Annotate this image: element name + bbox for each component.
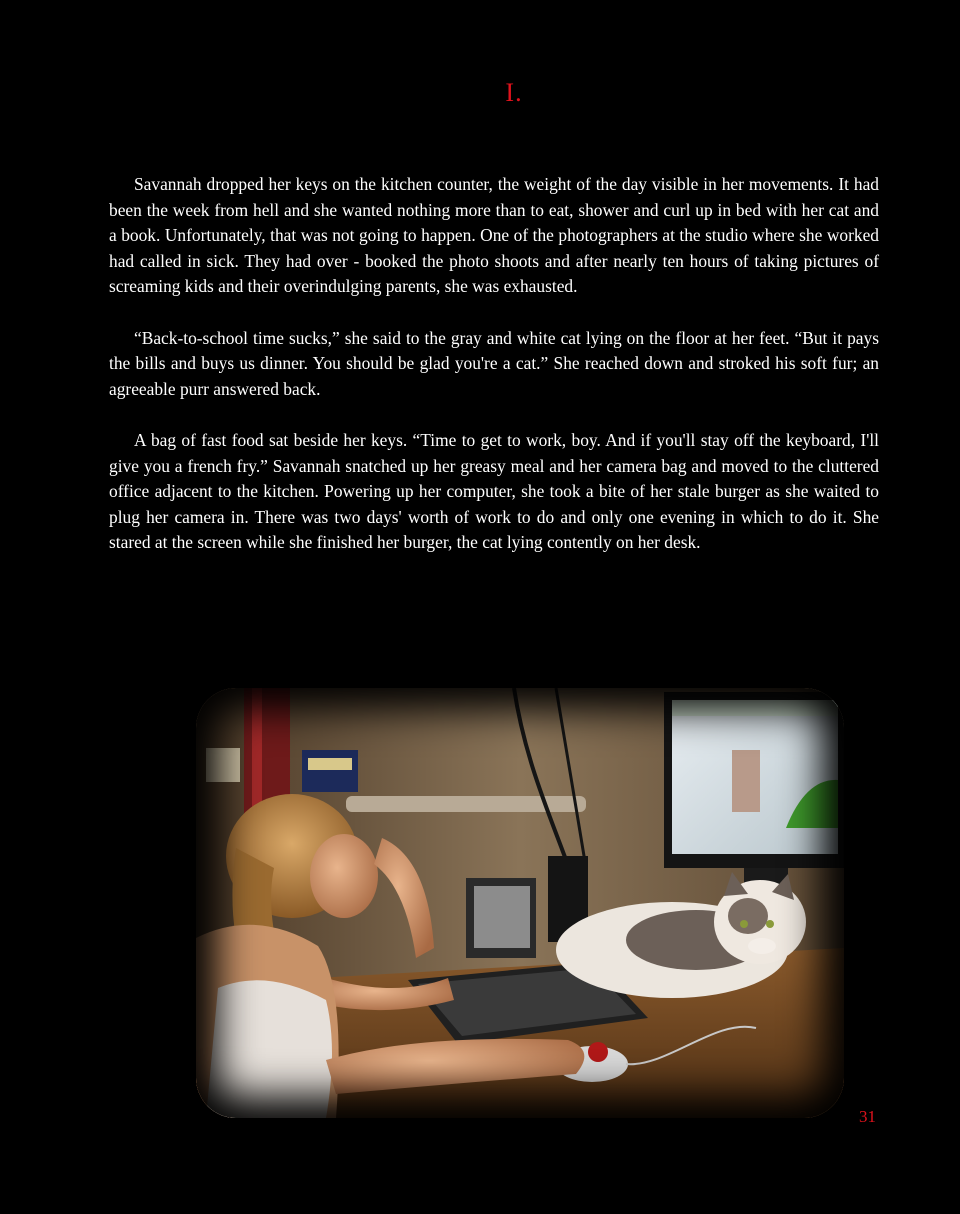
paragraph: A bag of fast food sat beside her keys. “Time to get to work, boy. And if you'll stay off the keyboard, I'll give you a french fry.” Savannah snatched up her greasy meal and her camera bag and moved to the cluttered office adjacent to the kitchen. Powering up her computer, she took a bite of her stale burger as she waited to plug her camera in. There was two days' worth of work to do and only one evening in which to do it. She stared at the screen while she finished her burger, the cat lying contently on her desk. [109, 429, 879, 553]
paragraph: Savannah dropped her keys on the kitchen counter, the weight of the day visible in her movements. It had been the week from hell and she wanted nothing more than to eat, shower and curl up in bed with her cat and a book. Unfortunately, that was not going to happen. One of the photographers at the studio where she worked had called in sick. They had over - booked the photo shoots and after nearly ten hours of taking pictures of screaming kids and their overindulging parents, she was exhausted. [109, 174, 879, 297]
chapter-body [109, 172, 879, 582]
chapter-heading: I. [505, 78, 523, 107]
photo-artwork [196, 688, 844, 1118]
illustration-photo [196, 688, 844, 1118]
paragraph: “Back-to-school time sucks,” she said to the gray and white cat lying on the floor at her feet. “But it pays the bills and buys us dinner. You should be glad you're a cat.” She reached down and stroked his soft fur; an agreeable purr answered back. [109, 327, 879, 399]
page-number: 31 [859, 1107, 876, 1126]
